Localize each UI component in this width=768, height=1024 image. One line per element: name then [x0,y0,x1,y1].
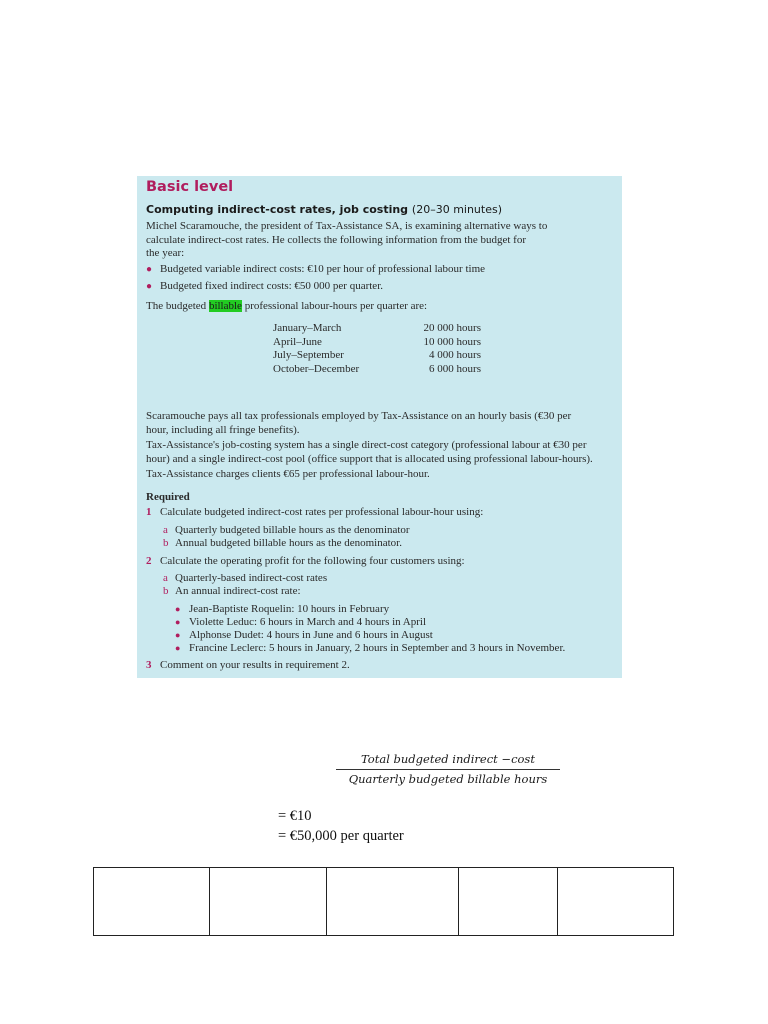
question-2 [146,555,465,569]
formula-denominator: Quarterly budgeted billable hours [348,772,548,786]
question-text: Comment on your results in requirement 2. [160,659,350,671]
schedule-period: July–September [273,349,344,361]
customer-item [175,616,426,630]
schedule-hours: 20 000 hours [423,322,481,334]
table-cell [94,868,210,936]
intro-paragraph [146,220,616,261]
schedule-row [273,322,481,336]
question-text: Calculate budgeted indirect-cost rates per professional labour-hour using: [160,506,484,518]
question-number: 1 [146,506,152,518]
part-letter: a [163,524,168,536]
table-cell [210,868,327,936]
costing-system-paragraph [146,439,616,466]
rate-formula [336,752,560,786]
bullet-icon: ● [175,643,181,653]
question-1 [146,506,483,520]
schedule-period: April–June [273,335,322,348]
paragraph-line: hour, including all fringe benefits). [146,423,300,436]
schedule-hours: 6 000 hours [429,362,481,375]
customer-item [175,603,389,617]
paragraph-line: Scaramouche pays all tax professionals employed by Tax-Assistance on an hourly basis (€30 per [146,410,572,422]
part-text: Quarterly budgeted billable hours as the denominator [175,524,410,536]
intro-line: calculate indirect-cost rates. He collects the following information from the budget for [146,233,526,246]
exercise-top-section [137,176,622,402]
question-3 [146,659,350,673]
part-text: Quarterly-based indirect-cost rates [175,572,328,584]
question-number: 3 [146,659,152,671]
exercise-title-text: Computing indirect-cost rates, job costing [146,203,409,216]
question-2b [163,585,301,599]
formula-numerator: Total budgeted indirect −cost [361,752,535,766]
fixed-cost-value: = €50,000 per quarter [278,828,404,844]
schedule-period: January–March [273,322,342,334]
part-letter: a [163,572,168,584]
exercise-bottom-section [137,402,622,678]
bullet-icon: ● [175,617,181,627]
customer-item [175,642,565,656]
bullet-text: Budgeted fixed indirect costs: €50 000 per quarter. [160,280,383,292]
bullet-icon: ● [175,604,181,614]
schedule-hours: 4 000 hours [429,349,481,361]
part-text: An annual indirect-cost rate: [175,585,301,597]
table-cell [327,868,459,936]
bullet-icon: ● [146,281,153,292]
exercise-time: (20–30 minutes) [411,203,503,216]
exercise-title [146,203,502,216]
charges-paragraph [146,468,616,482]
empty-answer-table [93,867,674,936]
part-letter: b [163,585,169,597]
intro-line: the year: [146,247,185,259]
customer-text: Jean-Baptiste Roquelin: 10 hours in February [189,603,390,615]
table-row [94,868,674,936]
paragraph-line: Tax-Assistance charges clients €65 per professional labour-hour. [146,468,430,480]
customer-item [175,629,433,643]
question-1a [163,524,410,538]
schedule-period: October–December [273,362,360,375]
question-2a [163,572,327,586]
bullet-icon: ● [175,630,181,640]
schedule-row [273,349,481,363]
question-text: Calculate the operating profit for the following four customers using: [160,555,465,567]
part-letter: b [163,537,169,549]
bullet-fixed-costs [146,280,616,294]
paragraph-line: hour) and a single indirect-cost pool (office support that is allocated using professional labour-hours). [146,452,593,465]
exercise-heading: Basic level [146,179,234,195]
bullet-variable-costs [146,263,616,277]
question-1b [163,537,402,551]
table-cell [558,868,674,936]
hours-schedule [273,322,481,376]
highlighted-word: billable [208,300,242,312]
schedule-hours: 10 000 hours [423,335,481,348]
hours-intro [146,300,616,314]
required-heading: Required [146,491,190,503]
fraction-bar [336,769,560,770]
schedule-row [273,336,481,350]
hours-intro-post: professional labour-hours per quarter are: [241,300,428,312]
bullet-text: Budgeted variable indirect costs: €10 per hour of professional labour time [160,263,486,275]
table-cell [459,868,558,936]
exercise-box [137,176,622,678]
hours-intro-pre: The budgeted [146,300,209,312]
bullet-icon: ● [146,264,153,275]
customer-text: Violette Leduc: 6 hours in March and 4 hours in April [189,616,427,628]
paragraph-line: Tax-Assistance's job-costing system has a single direct-cost category (professional labour at €30 per [146,439,587,451]
customer-text: Francine Leclerc: 5 hours in January, 2 hours in September and 3 hours in November. [189,642,566,654]
schedule-row [273,363,481,377]
question-number: 2 [146,555,152,567]
variable-cost-value: = €10 [278,808,312,824]
payment-paragraph [146,410,616,437]
part-text: Annual budgeted billable hours as the denominator. [175,537,402,549]
customer-text: Alphonse Dudet: 4 hours in June and 6 hours in August [189,629,433,641]
intro-line: Michel Scaramouche, the president of Tax-Assistance SA, is examining alternative ways to [146,220,548,232]
